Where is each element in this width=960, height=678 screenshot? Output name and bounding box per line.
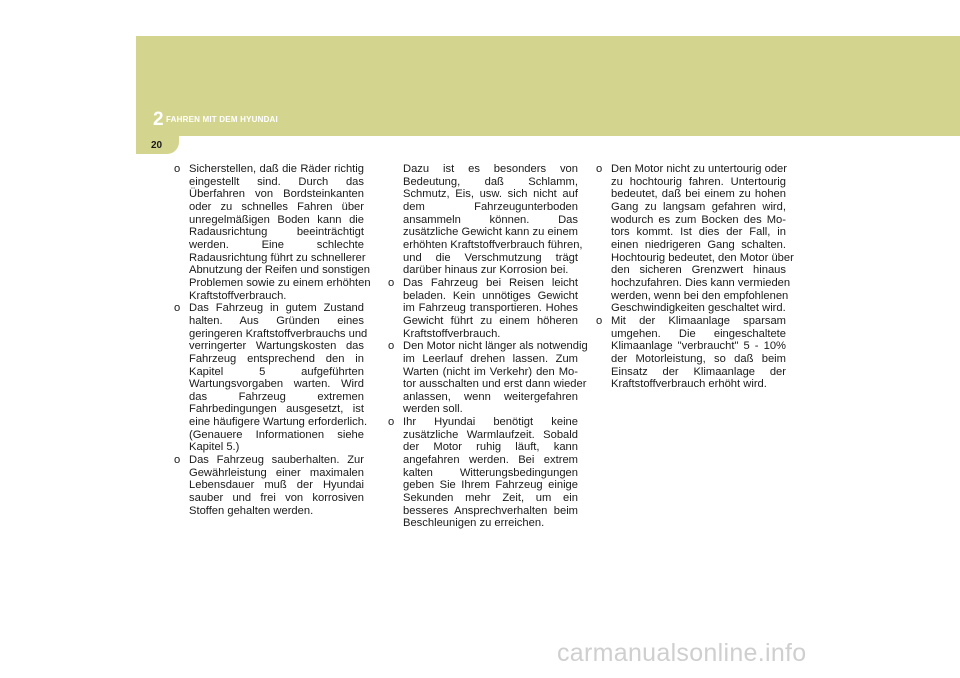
text-line: tor ausschalten und erst dann wieder bbox=[403, 378, 587, 391]
text-line: im Fahrzeug transportieren. Hohes bbox=[403, 302, 578, 315]
text-line: Dazu ist es besonders von bbox=[403, 163, 578, 175]
text-line: Gewährleistung einer maximalen bbox=[189, 466, 364, 479]
bullet-item bbox=[172, 454, 364, 517]
text-line: dem Fahrzeugunterboden bbox=[403, 200, 578, 213]
text-line: erhöhten Kraftstoffverbrauch führen, bbox=[403, 238, 583, 251]
text-line: hochzufahren. Dies kann vermieden bbox=[611, 276, 791, 289]
text-line: und die Verschmutzung trägt bbox=[403, 251, 578, 264]
text-line: Fahrzeug entsprechend den in bbox=[189, 352, 364, 365]
text-line: Gang zu langsam gefahren wird, bbox=[611, 200, 786, 213]
text-line: angefahren werden. Bei extrem bbox=[403, 454, 578, 467]
bullet-marker: o bbox=[388, 340, 395, 353]
text-line: eingestellt sind. Durch das bbox=[189, 175, 364, 188]
text-line: Das Fahrzeug in gutem Zustand bbox=[189, 302, 364, 315]
bullet-marker: o bbox=[174, 454, 181, 467]
text-line: Problemen sowie zu einem erhöhten bbox=[189, 276, 371, 289]
text-line: kalten Witterungsbedingungen bbox=[403, 466, 578, 479]
text-line: wodurch es zum Bocken des Mo- bbox=[611, 213, 786, 226]
text-line: zusätzliche Warmlaufzeit. Sobald bbox=[403, 428, 578, 441]
text-line: oder zu schnelles Fahren über bbox=[189, 200, 364, 213]
text-line: Den Motor nicht länger als notwendig bbox=[403, 340, 588, 353]
text-line: halten. Aus Gründen eines bbox=[189, 314, 364, 327]
bullet-marker: o bbox=[174, 302, 181, 315]
bullet-item bbox=[386, 416, 578, 530]
text-column-3 bbox=[594, 163, 794, 391]
text-line: Kraftstoffverbrauch erhöht wird. bbox=[611, 378, 767, 391]
text-line: Fahrbedingungen ausgesetzt, ist bbox=[189, 403, 364, 416]
text-line: Geschwindigkeiten geschaltet wird. bbox=[611, 302, 786, 315]
bullet-item bbox=[594, 163, 794, 315]
text-line: im Leerlauf drehen lassen. Zum bbox=[403, 352, 578, 365]
text-line: Sicherstellen, daß die Räder richtig bbox=[189, 163, 364, 175]
text-line: Das Fahrzeug sauberhalten. Zur bbox=[189, 454, 364, 467]
text-line: der Motorleistung, so daß beim bbox=[611, 352, 786, 365]
text-line: zu hochtourig fahren. Untertourig bbox=[611, 175, 786, 188]
text-line: Stoffen gehalten werden. bbox=[189, 504, 314, 517]
text-line: Mit der Klimaanlage sparsam bbox=[611, 314, 786, 327]
text-line: Schmutz, Eis, usw. sich nicht auf bbox=[403, 188, 578, 201]
text-line: Ihr Hyundai benötigt keine bbox=[403, 416, 578, 429]
bullet-marker: o bbox=[596, 314, 603, 327]
chapter-number: 2 bbox=[153, 109, 164, 130]
text-line: Warten (nicht im Verkehr) den Mo- bbox=[403, 365, 578, 378]
text-line: Einsatz der Klimaanlage der bbox=[611, 365, 786, 378]
text-line: Klimaanlage "verbraucht" 5 - 10% bbox=[611, 340, 786, 353]
text-line: sauber und frei von korrosiven bbox=[189, 492, 364, 505]
text-line: Radausrichtung führt zu schnellerer bbox=[189, 251, 366, 264]
text-line: der Motor ruhig läuft, kann bbox=[403, 441, 578, 454]
text-line: Gewicht führt zu einem höheren bbox=[403, 314, 578, 327]
bullet-marker: o bbox=[388, 416, 395, 429]
text-line: Das Fahrzeug bei Reisen leicht bbox=[403, 276, 578, 289]
text-line: beladen. Kein unnötiges Gewicht bbox=[403, 289, 578, 302]
chapter-title: FAHREN MIT DEM HYUNDAI bbox=[166, 115, 278, 124]
text-line: Kapitel 5 aufgeführten bbox=[189, 365, 364, 378]
text-line: zusätzliche Gewicht kann zu einem bbox=[403, 226, 578, 239]
text-line: anlassen, wenn weitergefahren bbox=[403, 390, 578, 403]
text-line: Überfahren von Bordsteinkanten bbox=[189, 188, 364, 201]
continued-paragraph bbox=[386, 163, 583, 277]
text-line: Abnutzung der Reifen und sonstigen bbox=[189, 264, 370, 277]
text-line: Bedeutung, daß Schlamm, bbox=[403, 175, 578, 188]
text-line: Radausrichtung beeinträchtigt bbox=[189, 226, 364, 239]
text-line: Wartungsvorgaben warten. Wird bbox=[189, 378, 364, 391]
watermark: carmanualsonline.info bbox=[557, 639, 807, 667]
text-line: Kraftstoffverbrauch. bbox=[189, 289, 287, 302]
bullet-marker: o bbox=[174, 163, 181, 175]
bullet-item bbox=[594, 315, 786, 391]
page-number: 20 bbox=[151, 140, 163, 151]
text-column-2 bbox=[386, 163, 588, 530]
text-line: Beschleunigen zu erreichen. bbox=[403, 517, 545, 530]
text-line: den sicheren Grenzwert hinaus bbox=[611, 264, 786, 277]
text-line: einen niedrigeren Gang schalten. bbox=[611, 238, 786, 251]
bullet-item bbox=[386, 277, 578, 340]
text-line: darüber hinaus zur Korrosion bei. bbox=[403, 264, 569, 277]
text-line: geben Sie Ihrem Fahrzeug einige bbox=[403, 479, 578, 492]
bullet-marker: o bbox=[596, 163, 603, 175]
text-line: geringeren Kraftstoffverbrauchs und bbox=[189, 327, 368, 340]
text-line: umgehen. Die eingeschaltete bbox=[611, 327, 786, 340]
text-line: werden. Eine schlechte bbox=[189, 238, 364, 251]
text-line: besseres Ansprechverhalten beim bbox=[403, 504, 578, 517]
bullet-item bbox=[172, 163, 371, 302]
text-line: werden, wenn bei den empfohlenen bbox=[611, 289, 789, 302]
text-line: ansammeln können. Das bbox=[403, 213, 578, 226]
text-column-1 bbox=[172, 163, 371, 517]
text-line: Den Motor nicht zu untertourig oder bbox=[611, 163, 787, 175]
text-line: das Fahrzeug extremen bbox=[189, 390, 364, 403]
text-line: werden soll. bbox=[403, 403, 463, 416]
text-line: Hochtourig bedeutet, den Motor über bbox=[611, 251, 794, 264]
text-line: Lebensdauer muß der Hyundai bbox=[189, 479, 364, 492]
text-line: Kapitel 5.) bbox=[189, 441, 240, 454]
text-line: eine häufigere Wartung erforderlich. bbox=[189, 416, 368, 429]
text-line: Sekunden mehr Zeit, um ein bbox=[403, 492, 578, 505]
text-line: bedeutet, daß bei einem zu hohen bbox=[611, 188, 786, 201]
text-line: (Genauere Informationen siehe bbox=[189, 428, 364, 441]
text-line: tors kommt. Ist dies der Fall, in bbox=[611, 226, 786, 239]
bullet-item bbox=[172, 302, 368, 454]
bullet-item bbox=[386, 340, 588, 416]
bullet-marker: o bbox=[388, 276, 395, 289]
text-line: verringerter Wartungskosten das bbox=[189, 340, 364, 353]
text-line: unregelmäßigen Boden kann die bbox=[189, 213, 364, 226]
text-line: Kraftstoffverbrauch. bbox=[403, 327, 501, 340]
